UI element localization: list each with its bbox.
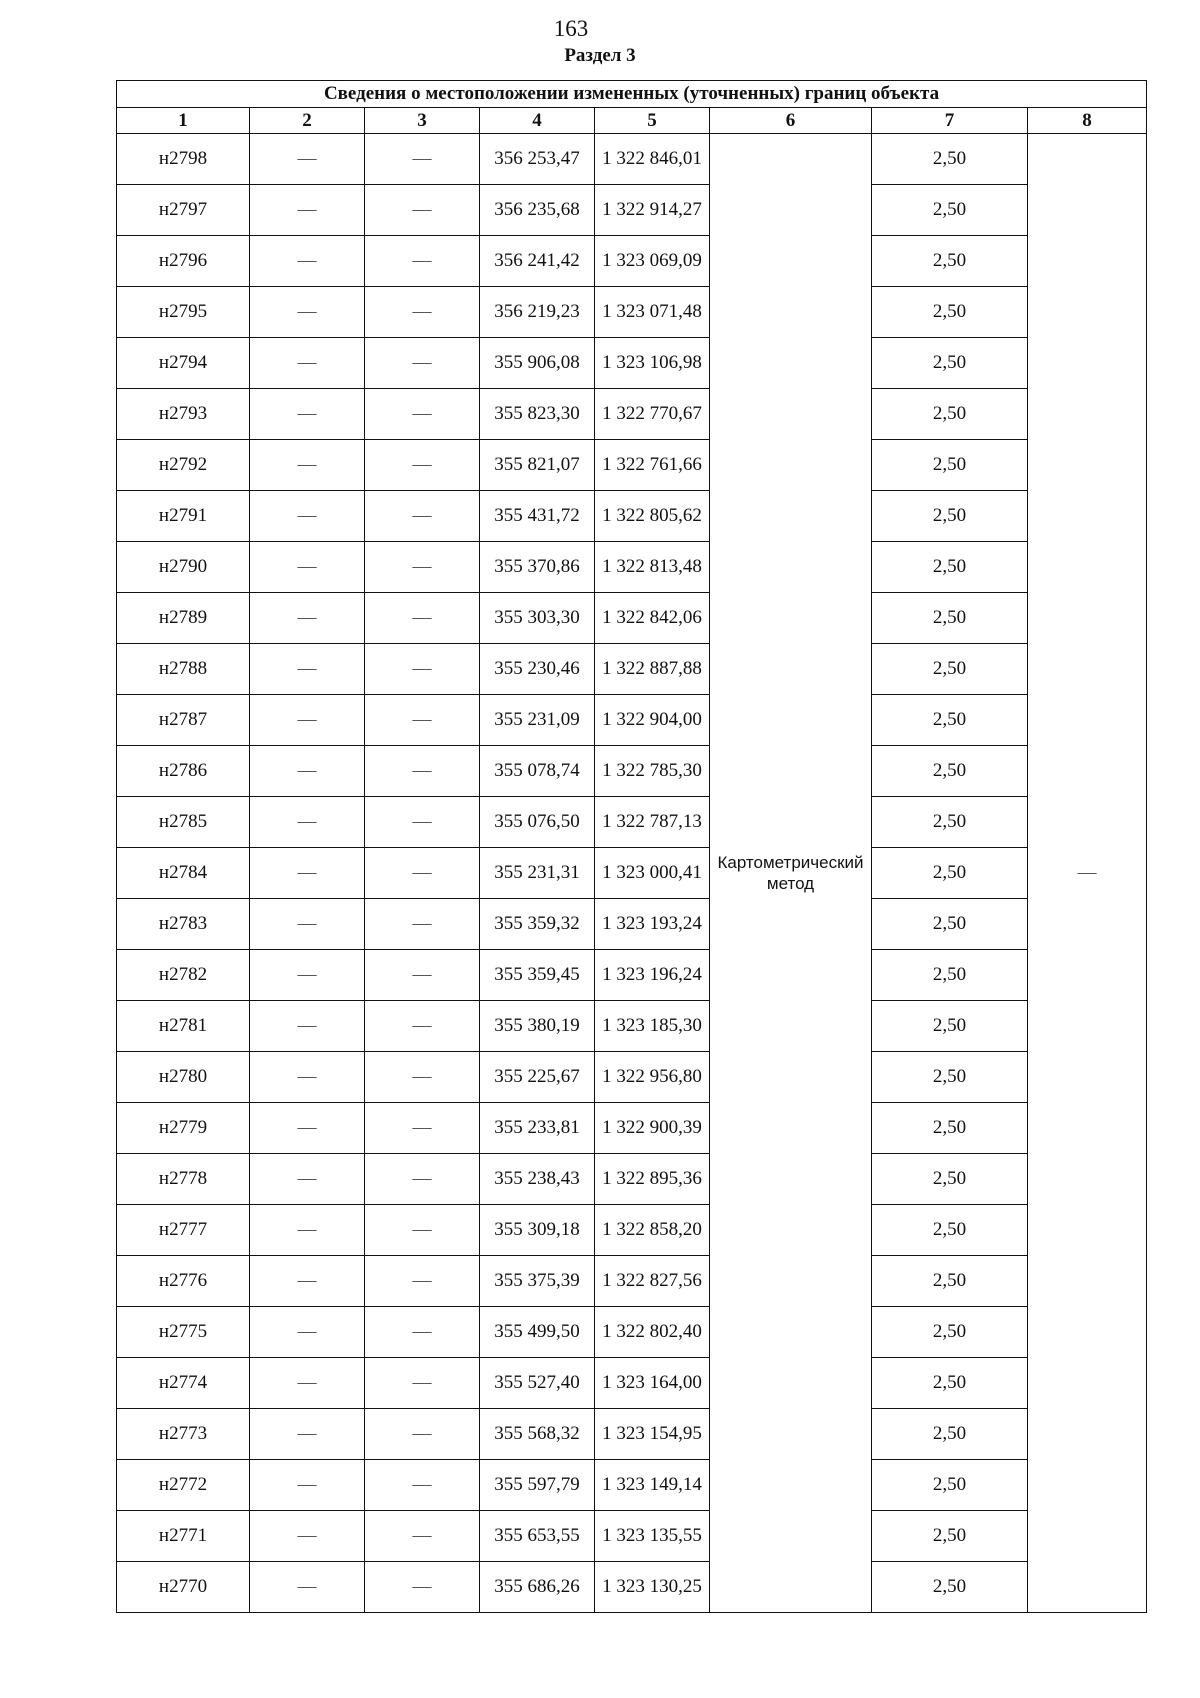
col3-cell: — (365, 746, 480, 797)
table-row (117, 899, 1147, 950)
y-coordinate-cell: 1 323 193,24 (595, 899, 710, 950)
y-coordinate-cell: 1 323 164,00 (595, 1358, 710, 1409)
col3-cell: — (365, 644, 480, 695)
point-id-cell: н2797 (117, 185, 250, 236)
col8-cell: — (1028, 134, 1147, 1613)
precision-cell: 2,50 (872, 797, 1028, 848)
precision-cell: 2,50 (872, 950, 1028, 1001)
table-row (117, 1256, 1147, 1307)
point-id-cell: н2770 (117, 1562, 250, 1613)
col3-cell: — (365, 950, 480, 1001)
x-coordinate-cell: 355 078,74 (480, 746, 595, 797)
x-coordinate-cell: 355 233,81 (480, 1103, 595, 1154)
precision-cell: 2,50 (872, 1460, 1028, 1511)
col3-cell: — (365, 440, 480, 491)
table-row (117, 440, 1147, 491)
page-number: 163 (553, 16, 589, 41)
x-coordinate-cell: 355 076,50 (480, 797, 595, 848)
col3-cell: — (365, 1307, 480, 1358)
table-row (117, 1409, 1147, 1460)
x-coordinate-cell: 355 527,40 (480, 1358, 595, 1409)
y-coordinate-cell: 1 322 887,88 (595, 644, 710, 695)
col2-cell: — (250, 1103, 365, 1154)
x-coordinate-cell: 355 230,46 (480, 644, 595, 695)
y-coordinate-cell: 1 323 069,09 (595, 236, 710, 287)
table-row (117, 746, 1147, 797)
col2-cell: — (250, 950, 365, 1001)
col3-cell: — (365, 1256, 480, 1307)
x-coordinate-cell: 355 359,45 (480, 950, 595, 1001)
y-coordinate-cell: 1 323 071,48 (595, 287, 710, 338)
col2-cell: — (250, 848, 365, 899)
x-coordinate-cell: 355 597,79 (480, 1460, 595, 1511)
col3-cell: — (365, 134, 480, 185)
precision-cell: 2,50 (872, 1562, 1028, 1613)
col2-cell: — (250, 1409, 365, 1460)
col2-cell: — (250, 1511, 365, 1562)
col2-cell: — (250, 542, 365, 593)
column-number-row (117, 108, 1147, 134)
column-number-2: 2 (250, 108, 365, 134)
col3-cell: — (365, 1562, 480, 1613)
x-coordinate-cell: 356 219,23 (480, 287, 595, 338)
x-coordinate-cell: 356 235,68 (480, 185, 595, 236)
precision-cell: 2,50 (872, 1307, 1028, 1358)
col3-cell: — (365, 236, 480, 287)
point-id-cell: н2791 (117, 491, 250, 542)
x-coordinate-cell: 355 380,19 (480, 1001, 595, 1052)
table-row (117, 389, 1147, 440)
x-coordinate-cell: 355 823,30 (480, 389, 595, 440)
table-row (117, 1154, 1147, 1205)
col3-cell: — (365, 1460, 480, 1511)
x-coordinate-cell: 355 231,09 (480, 695, 595, 746)
y-coordinate-cell: 1 322 805,62 (595, 491, 710, 542)
precision-cell: 2,50 (872, 1001, 1028, 1052)
point-id-cell: н2774 (117, 1358, 250, 1409)
col2-cell: — (250, 338, 365, 389)
precision-cell: 2,50 (872, 185, 1028, 236)
col3-cell: — (365, 338, 480, 389)
column-number-1: 1 (117, 108, 250, 134)
col3-cell: — (365, 491, 480, 542)
x-coordinate-cell: 355 231,31 (480, 848, 595, 899)
precision-cell: 2,50 (872, 1358, 1028, 1409)
y-coordinate-cell: 1 322 914,27 (595, 185, 710, 236)
table-row (117, 1511, 1147, 1562)
precision-cell: 2,50 (872, 1511, 1028, 1562)
table-row (117, 644, 1147, 695)
col2-cell: — (250, 746, 365, 797)
point-id-cell: н2781 (117, 1001, 250, 1052)
precision-cell: 2,50 (872, 848, 1028, 899)
col3-cell: — (365, 848, 480, 899)
col2-cell: — (250, 644, 365, 695)
y-coordinate-cell: 1 322 787,13 (595, 797, 710, 848)
table-row (117, 1052, 1147, 1103)
point-id-cell: н2786 (117, 746, 250, 797)
column-number-8: 8 (1028, 108, 1147, 134)
method-cell: Картометрический метод (710, 134, 872, 1613)
precision-cell: 2,50 (872, 287, 1028, 338)
col3-cell: — (365, 1511, 480, 1562)
col3-cell: — (365, 1052, 480, 1103)
point-id-cell: н2776 (117, 1256, 250, 1307)
table-row (117, 1205, 1147, 1256)
y-coordinate-cell: 1 322 842,06 (595, 593, 710, 644)
table-row (117, 1307, 1147, 1358)
point-id-cell: н2790 (117, 542, 250, 593)
col3-cell: — (365, 389, 480, 440)
point-id-cell: н2779 (117, 1103, 250, 1154)
y-coordinate-cell: 1 322 813,48 (595, 542, 710, 593)
point-id-cell: н2777 (117, 1205, 250, 1256)
x-coordinate-cell: 355 375,39 (480, 1256, 595, 1307)
point-id-cell: н2783 (117, 899, 250, 950)
column-number-6: 6 (710, 108, 872, 134)
table-row (117, 950, 1147, 1001)
col2-cell: — (250, 185, 365, 236)
y-coordinate-cell: 1 322 858,20 (595, 1205, 710, 1256)
y-coordinate-cell: 1 322 895,36 (595, 1154, 710, 1205)
precision-cell: 2,50 (872, 542, 1028, 593)
y-coordinate-cell: 1 323 185,30 (595, 1001, 710, 1052)
col3-cell: — (365, 1001, 480, 1052)
col2-cell: — (250, 287, 365, 338)
x-coordinate-cell: 356 253,47 (480, 134, 595, 185)
point-id-cell: н2795 (117, 287, 250, 338)
col3-cell: — (365, 1358, 480, 1409)
precision-cell: 2,50 (872, 491, 1028, 542)
col3-cell: — (365, 695, 480, 746)
y-coordinate-cell: 1 322 761,66 (595, 440, 710, 491)
x-coordinate-cell: 355 238,43 (480, 1154, 595, 1205)
col2-cell: — (250, 593, 365, 644)
col2-cell: — (250, 440, 365, 491)
table-row (117, 1001, 1147, 1052)
x-coordinate-cell: 355 499,50 (480, 1307, 595, 1358)
table-row (117, 287, 1147, 338)
point-id-cell: н2778 (117, 1154, 250, 1205)
col2-cell: — (250, 1460, 365, 1511)
y-coordinate-cell: 1 322 827,56 (595, 1256, 710, 1307)
point-id-cell: н2796 (117, 236, 250, 287)
col2-cell: — (250, 1205, 365, 1256)
col2-cell: — (250, 389, 365, 440)
point-id-cell: н2771 (117, 1511, 250, 1562)
section-title: Раздел 3 (564, 45, 636, 66)
y-coordinate-cell: 1 322 846,01 (595, 134, 710, 185)
column-number-5: 5 (595, 108, 710, 134)
col2-cell: — (250, 1256, 365, 1307)
x-coordinate-cell: 355 653,55 (480, 1511, 595, 1562)
x-coordinate-cell: 355 906,08 (480, 338, 595, 389)
col3-cell: — (365, 287, 480, 338)
y-coordinate-cell: 1 322 802,40 (595, 1307, 710, 1358)
precision-cell: 2,50 (872, 1103, 1028, 1154)
point-id-cell: н2782 (117, 950, 250, 1001)
point-id-cell: н2773 (117, 1409, 250, 1460)
precision-cell: 2,50 (872, 1409, 1028, 1460)
col3-cell: — (365, 1409, 480, 1460)
col2-cell: — (250, 1358, 365, 1409)
precision-cell: 2,50 (872, 1256, 1028, 1307)
col2-cell: — (250, 1154, 365, 1205)
table-row (117, 848, 1147, 899)
y-coordinate-cell: 1 323 000,41 (595, 848, 710, 899)
x-coordinate-cell: 355 821,07 (480, 440, 595, 491)
y-coordinate-cell: 1 322 900,39 (595, 1103, 710, 1154)
x-coordinate-cell: 356 241,42 (480, 236, 595, 287)
x-coordinate-cell: 355 370,86 (480, 542, 595, 593)
point-id-cell: н2793 (117, 389, 250, 440)
precision-cell: 2,50 (872, 236, 1028, 287)
y-coordinate-cell: 1 323 135,55 (595, 1511, 710, 1562)
col2-cell: — (250, 695, 365, 746)
precision-cell: 2,50 (872, 440, 1028, 491)
table-row (117, 695, 1147, 746)
table-row (117, 542, 1147, 593)
point-id-cell: н2788 (117, 644, 250, 695)
y-coordinate-cell: 1 322 956,80 (595, 1052, 710, 1103)
table-row (117, 593, 1147, 644)
table-body (117, 134, 1147, 1613)
y-coordinate-cell: 1 323 130,25 (595, 1562, 710, 1613)
precision-cell: 2,50 (872, 1154, 1028, 1205)
col2-cell: — (250, 899, 365, 950)
table-row (117, 797, 1147, 848)
boundary-coordinates-table (116, 80, 1147, 1613)
table-row (117, 491, 1147, 542)
precision-cell: 2,50 (872, 695, 1028, 746)
col2-cell: — (250, 491, 365, 542)
col2-cell: — (250, 236, 365, 287)
y-coordinate-cell: 1 323 106,98 (595, 338, 710, 389)
col2-cell: — (250, 1001, 365, 1052)
col3-cell: — (365, 593, 480, 644)
y-coordinate-cell: 1 323 154,95 (595, 1409, 710, 1460)
y-coordinate-cell: 1 322 904,00 (595, 695, 710, 746)
col3-cell: — (365, 1205, 480, 1256)
precision-cell: 2,50 (872, 899, 1028, 950)
y-coordinate-cell: 1 322 785,30 (595, 746, 710, 797)
col2-cell: — (250, 1052, 365, 1103)
col3-cell: — (365, 1103, 480, 1154)
table-row (117, 1460, 1147, 1511)
precision-cell: 2,50 (872, 338, 1028, 389)
col3-cell: — (365, 185, 480, 236)
precision-cell: 2,50 (872, 389, 1028, 440)
point-id-cell: н2792 (117, 440, 250, 491)
x-coordinate-cell: 355 309,18 (480, 1205, 595, 1256)
precision-cell: 2,50 (872, 644, 1028, 695)
column-number-4: 4 (480, 108, 595, 134)
point-id-cell: н2787 (117, 695, 250, 746)
column-number-3: 3 (365, 108, 480, 134)
x-coordinate-cell: 355 225,67 (480, 1052, 595, 1103)
precision-cell: 2,50 (872, 746, 1028, 797)
point-id-cell: н2785 (117, 797, 250, 848)
col2-cell: — (250, 797, 365, 848)
table-row (117, 134, 1147, 185)
point-id-cell: н2775 (117, 1307, 250, 1358)
point-id-cell: н2784 (117, 848, 250, 899)
col3-cell: — (365, 542, 480, 593)
column-number-7: 7 (872, 108, 1028, 134)
table-row (117, 236, 1147, 287)
point-id-cell: н2772 (117, 1460, 250, 1511)
precision-cell: 2,50 (872, 593, 1028, 644)
x-coordinate-cell: 355 686,26 (480, 1562, 595, 1613)
col2-cell: — (250, 1562, 365, 1613)
precision-cell: 2,50 (872, 134, 1028, 185)
table-row (117, 338, 1147, 389)
x-coordinate-cell: 355 359,32 (480, 899, 595, 950)
col2-cell: — (250, 134, 365, 185)
table-caption: Сведения о местоположении измененных (уточненных) границ объекта (117, 81, 1147, 108)
point-id-cell: н2789 (117, 593, 250, 644)
x-coordinate-cell: 355 568,32 (480, 1409, 595, 1460)
y-coordinate-cell: 1 323 196,24 (595, 950, 710, 1001)
col3-cell: — (365, 1154, 480, 1205)
y-coordinate-cell: 1 322 770,67 (595, 389, 710, 440)
table-row (117, 1358, 1147, 1409)
x-coordinate-cell: 355 303,30 (480, 593, 595, 644)
x-coordinate-cell: 355 431,72 (480, 491, 595, 542)
col3-cell: — (365, 899, 480, 950)
precision-cell: 2,50 (872, 1205, 1028, 1256)
table-row (117, 1103, 1147, 1154)
point-id-cell: н2798 (117, 134, 250, 185)
table-row (117, 185, 1147, 236)
y-coordinate-cell: 1 323 149,14 (595, 1460, 710, 1511)
point-id-cell: н2780 (117, 1052, 250, 1103)
point-id-cell: н2794 (117, 338, 250, 389)
table-row (117, 1562, 1147, 1613)
col3-cell: — (365, 797, 480, 848)
precision-cell: 2,50 (872, 1052, 1028, 1103)
col2-cell: — (250, 1307, 365, 1358)
